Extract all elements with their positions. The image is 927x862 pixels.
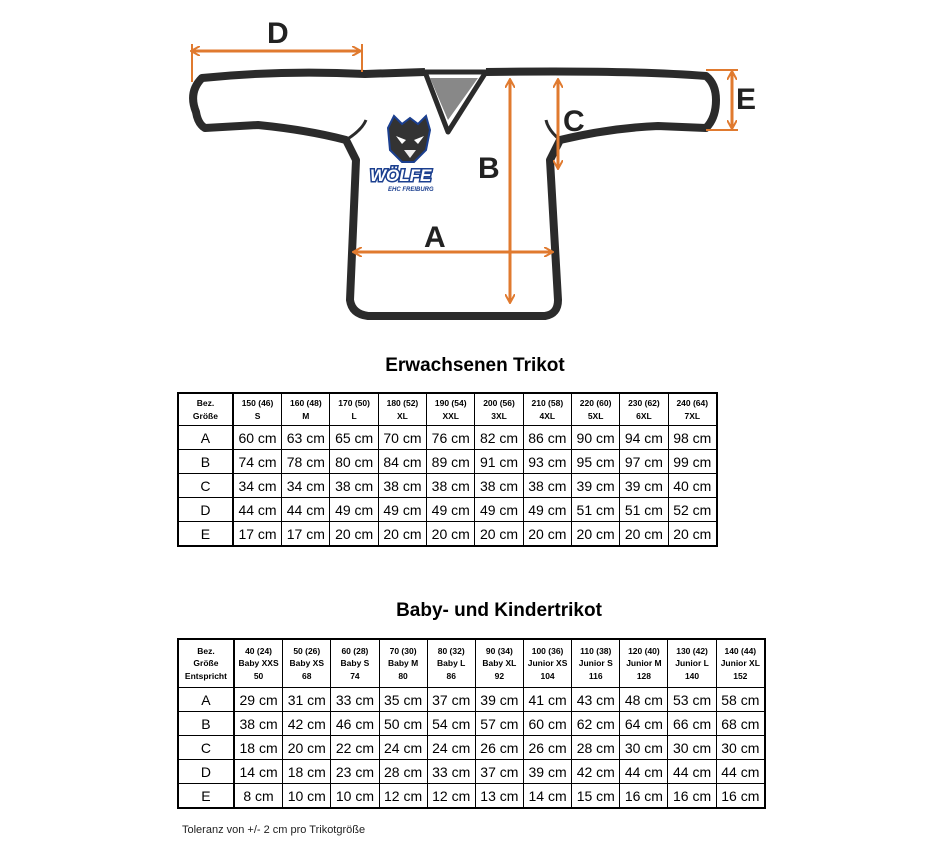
size-column-header (716, 639, 765, 688)
size-header-line2: 4XL (539, 410, 556, 421)
measurement-value: 16 cm (620, 784, 668, 809)
measurement-value: 98 cm (668, 426, 717, 450)
measurement-value: 65 cm (330, 426, 378, 450)
table-row (178, 522, 717, 547)
measurement-value: 80 cm (330, 450, 378, 474)
measurement-value: 54 cm (427, 712, 475, 736)
size-header-line1: 50 (26) (293, 646, 321, 657)
measurement-value: 37 cm (475, 760, 523, 784)
measurement-value: 95 cm (571, 450, 619, 474)
measurement-value: 14 cm (523, 784, 571, 809)
size-column-header (283, 639, 331, 688)
measurement-value: 28 cm (572, 736, 620, 760)
measurement-value: 20 cm (475, 522, 523, 547)
jersey-diagram (0, 0, 927, 330)
measurement-value: 58 cm (716, 688, 765, 712)
header-label-cell (178, 639, 234, 688)
size-header-line2: 5XL (587, 410, 604, 421)
measurement-value: 30 cm (620, 736, 668, 760)
measurement-value: 39 cm (475, 688, 523, 712)
measurement-value: 31 cm (283, 688, 331, 712)
measurement-value: 74 cm (233, 450, 282, 474)
measurement-value: 51 cm (620, 498, 668, 522)
table-row (178, 712, 765, 736)
measurement-value: 20 cm (571, 522, 619, 547)
measurement-value: 20 cm (330, 522, 378, 547)
size-header-line2: Baby M (387, 658, 419, 669)
measurement-value: 17 cm (233, 522, 282, 547)
logo-brand: WÖLFE (370, 166, 432, 185)
logo-subline: EHC FREIBURG (388, 187, 434, 193)
measurement-label: E (178, 522, 233, 547)
measurement-value: 49 cm (427, 498, 475, 522)
size-header-line2: Junior L (675, 658, 709, 669)
size-header-line2: Baby XL (482, 658, 517, 669)
measurement-value: 29 cm (234, 688, 283, 712)
size-column-header (668, 393, 717, 426)
size-column-header (378, 393, 426, 426)
measurement-value: 15 cm (572, 784, 620, 809)
measurement-value: 42 cm (572, 760, 620, 784)
size-header-line2: Junior S (578, 658, 613, 669)
measurement-value: 94 cm (620, 426, 668, 450)
size-column-header (523, 393, 571, 426)
measurement-value: 24 cm (379, 736, 427, 760)
measurement-value: 20 cm (668, 522, 717, 547)
measurement-label: D (178, 498, 233, 522)
size-header-line1: 240 (64) (676, 398, 709, 409)
size-header-line1: 110 (38) (580, 646, 612, 657)
measurement-value: 26 cm (523, 736, 571, 760)
size-column-header (330, 393, 378, 426)
size-header-line3: 128 (636, 670, 651, 681)
size-header-line2: XL (396, 410, 408, 421)
size-header-line2: M (302, 410, 310, 421)
measurement-value: 24 cm (427, 736, 475, 760)
measurement-value: 30 cm (716, 736, 765, 760)
size-header-line3: 68 (302, 670, 312, 681)
size-header-line1: 150 (46) (241, 398, 274, 409)
size-column-header (233, 393, 282, 426)
size-header-line2: Baby XS (289, 658, 325, 669)
measurement-value: 97 cm (620, 450, 668, 474)
measurement-value: 49 cm (475, 498, 523, 522)
measurement-value: 38 cm (427, 474, 475, 498)
size-header-line3: 80 (398, 670, 408, 681)
table-row (178, 474, 717, 498)
kids-size-table (177, 638, 766, 809)
size-header-line1: 190 (54) (434, 398, 467, 409)
size-column-header (427, 393, 475, 426)
measurement-label: A (178, 688, 234, 712)
measurement-value: 17 cm (282, 522, 330, 547)
size-header-line1: 200 (56) (483, 398, 515, 409)
measurement-value: 34 cm (233, 474, 282, 498)
measurement-value: 53 cm (668, 688, 716, 712)
size-header-line2: Baby L (437, 658, 466, 669)
measurement-value: 57 cm (475, 712, 523, 736)
measurement-value: 33 cm (427, 760, 475, 784)
measurement-value: 14 cm (234, 760, 283, 784)
tolerance-note: Toleranz von +/- 2 cm pro Trikotgröße (182, 824, 366, 836)
table-row (178, 498, 717, 522)
size-header-line1: 220 (60) (579, 398, 612, 409)
size-header-line1: 230 (62) (628, 398, 660, 409)
measurement-value: 39 cm (523, 760, 571, 784)
size-header-line1: 90 (34) (485, 646, 513, 657)
measurement-value: 44 cm (620, 760, 668, 784)
header-label-text: Größe (192, 410, 218, 421)
header-label-text: Größe (193, 658, 219, 669)
table-header-row (178, 639, 765, 688)
size-header-line1: 180 (52) (386, 398, 419, 409)
measurement-label: B (178, 712, 234, 736)
measurement-value: 16 cm (668, 784, 716, 809)
size-header-line2: L (351, 410, 357, 421)
size-header-line3: 104 (540, 670, 555, 681)
table-row (178, 760, 765, 784)
measurement-value: 91 cm (475, 450, 523, 474)
kids-section-title: Baby- und Kindertrikot (396, 600, 602, 621)
table-row (178, 736, 765, 760)
measurement-value: 60 cm (233, 426, 282, 450)
header-label-text: Bez. (197, 646, 215, 657)
size-header-line3: 50 (253, 670, 264, 681)
measurement-value: 44 cm (233, 498, 282, 522)
measurement-value: 39 cm (620, 474, 668, 498)
size-column-header (668, 639, 716, 688)
measurement-value: 66 cm (668, 712, 716, 736)
dimension-letter-a: A (424, 221, 446, 254)
measurement-value: 50 cm (379, 712, 427, 736)
measurement-value: 84 cm (378, 450, 426, 474)
size-header-line1: 170 (50) (338, 398, 370, 409)
size-header-line3: 92 (494, 670, 505, 681)
measurement-value: 51 cm (571, 498, 619, 522)
size-column-header (572, 639, 620, 688)
measurement-value: 99 cm (668, 450, 717, 474)
measurement-value: 18 cm (283, 760, 331, 784)
adult-size-table (177, 392, 718, 547)
measurement-value: 38 cm (475, 474, 523, 498)
size-header-line1: 160 (48) (290, 398, 322, 409)
measurement-value: 8 cm (234, 784, 283, 809)
measurement-value: 38 cm (378, 474, 426, 498)
size-header-line1: 140 (44) (724, 646, 757, 657)
dimension-letter-d: D (267, 17, 289, 50)
size-header-line3: 152 (733, 670, 748, 681)
measurement-value: 20 cm (620, 522, 668, 547)
measurement-value: 86 cm (523, 426, 571, 450)
measurement-value: 38 cm (234, 712, 283, 736)
size-column-header (282, 393, 330, 426)
measurement-value: 38 cm (523, 474, 571, 498)
measurement-value: 90 cm (571, 426, 619, 450)
size-header-line1: 80 (32) (437, 646, 465, 657)
measurement-value: 42 cm (283, 712, 331, 736)
measurement-value: 38 cm (330, 474, 378, 498)
size-header-line3: 116 (588, 670, 603, 681)
measurement-value: 20 cm (378, 522, 426, 547)
measurement-value: 64 cm (620, 712, 668, 736)
size-header-line2: Junior M (626, 658, 662, 669)
measurement-value: 41 cm (523, 688, 571, 712)
measurement-value: 28 cm (379, 760, 427, 784)
measurement-label: B (178, 450, 233, 474)
size-column-header (379, 639, 427, 688)
table-row (178, 450, 717, 474)
measurement-value: 49 cm (378, 498, 426, 522)
size-header-line3: 86 (446, 670, 456, 681)
measurement-value: 12 cm (379, 784, 427, 809)
measurement-value: 70 cm (378, 426, 426, 450)
size-header-line2: S (254, 410, 261, 421)
header-label-text: Entspricht (184, 670, 227, 681)
size-header-line2: Baby XXS (238, 658, 279, 669)
measurement-value: 20 cm (523, 522, 571, 547)
measurement-value: 49 cm (523, 498, 571, 522)
size-header-line2: 6XL (636, 410, 652, 421)
measurement-value: 63 cm (282, 426, 330, 450)
measurement-value: 68 cm (716, 712, 765, 736)
measurement-value: 78 cm (282, 450, 330, 474)
size-column-header (571, 393, 619, 426)
table-row (178, 784, 765, 809)
measurement-value: 30 cm (668, 736, 716, 760)
size-header-line2: 3XL (491, 410, 507, 421)
measurement-value: 43 cm (572, 688, 620, 712)
size-column-header (620, 639, 668, 688)
table-header-row (178, 393, 717, 426)
size-column-header (234, 639, 283, 688)
measurement-label: A (178, 426, 233, 450)
measurement-value: 40 cm (668, 474, 717, 498)
size-header-line1: 40 (24) (245, 646, 273, 657)
size-header-line1: 70 (30) (389, 646, 417, 657)
size-column-header (331, 639, 379, 688)
size-header-line1: 60 (28) (341, 646, 369, 657)
measurement-value: 44 cm (716, 760, 765, 784)
size-column-header (523, 639, 571, 688)
measurement-value: 22 cm (331, 736, 379, 760)
size-header-line3: 74 (350, 670, 360, 681)
size-column-header (475, 393, 523, 426)
measurement-label: C (178, 474, 233, 498)
measurement-value: 76 cm (427, 426, 475, 450)
measurement-value: 52 cm (668, 498, 717, 522)
size-header-line2: Baby S (340, 658, 370, 669)
dimension-letter-b: B (478, 152, 500, 185)
size-header-line2: Junior XS (527, 658, 568, 669)
measurement-value: 26 cm (475, 736, 523, 760)
measurement-label: D (178, 760, 234, 784)
size-header-line1: 100 (36) (531, 646, 564, 657)
size-header-line2: XXL (442, 410, 459, 421)
measurement-value: 20 cm (283, 736, 331, 760)
size-header-line1: 120 (40) (628, 646, 660, 657)
measurement-value: 60 cm (523, 712, 571, 736)
measurement-value: 49 cm (330, 498, 378, 522)
measurement-value: 20 cm (427, 522, 475, 547)
measurement-label: C (178, 736, 234, 760)
size-header-line1: 130 (42) (676, 646, 708, 657)
measurement-value: 33 cm (331, 688, 379, 712)
measurement-value: 18 cm (234, 736, 283, 760)
measurement-value: 44 cm (668, 760, 716, 784)
dimension-letter-e: E (736, 83, 757, 116)
size-header-line3: 140 (684, 670, 700, 681)
measurement-value: 16 cm (716, 784, 765, 809)
measurement-value: 10 cm (331, 784, 379, 809)
size-column-header (620, 393, 668, 426)
adult-section-title: Erwachsenen Trikot (385, 355, 565, 376)
dimension-letter-c: C (563, 105, 585, 138)
measurement-label: E (178, 784, 234, 809)
measurement-value: 89 cm (427, 450, 475, 474)
size-header-line2: 7XL (684, 410, 701, 421)
header-label-text: Bez. (196, 398, 215, 409)
measurement-value: 35 cm (379, 688, 427, 712)
measurement-value: 12 cm (427, 784, 475, 809)
size-header-line2: Junior XL (720, 658, 760, 669)
size-header-line1: 210 (58) (531, 398, 564, 409)
size-column-header (475, 639, 523, 688)
measurement-value: 46 cm (331, 712, 379, 736)
measurement-value: 48 cm (620, 688, 668, 712)
measurement-value: 10 cm (283, 784, 331, 809)
measurement-value: 44 cm (282, 498, 330, 522)
size-column-header (427, 639, 475, 688)
measurement-value: 23 cm (331, 760, 379, 784)
header-label-cell (178, 393, 233, 426)
measurement-value: 37 cm (427, 688, 475, 712)
measurement-value: 82 cm (475, 426, 523, 450)
measurement-value: 93 cm (523, 450, 571, 474)
table-row (178, 426, 717, 450)
measurement-value: 13 cm (475, 784, 523, 809)
measurement-value: 39 cm (571, 474, 619, 498)
table-row (178, 688, 765, 712)
measurement-value: 62 cm (572, 712, 620, 736)
measurement-value: 34 cm (282, 474, 330, 498)
